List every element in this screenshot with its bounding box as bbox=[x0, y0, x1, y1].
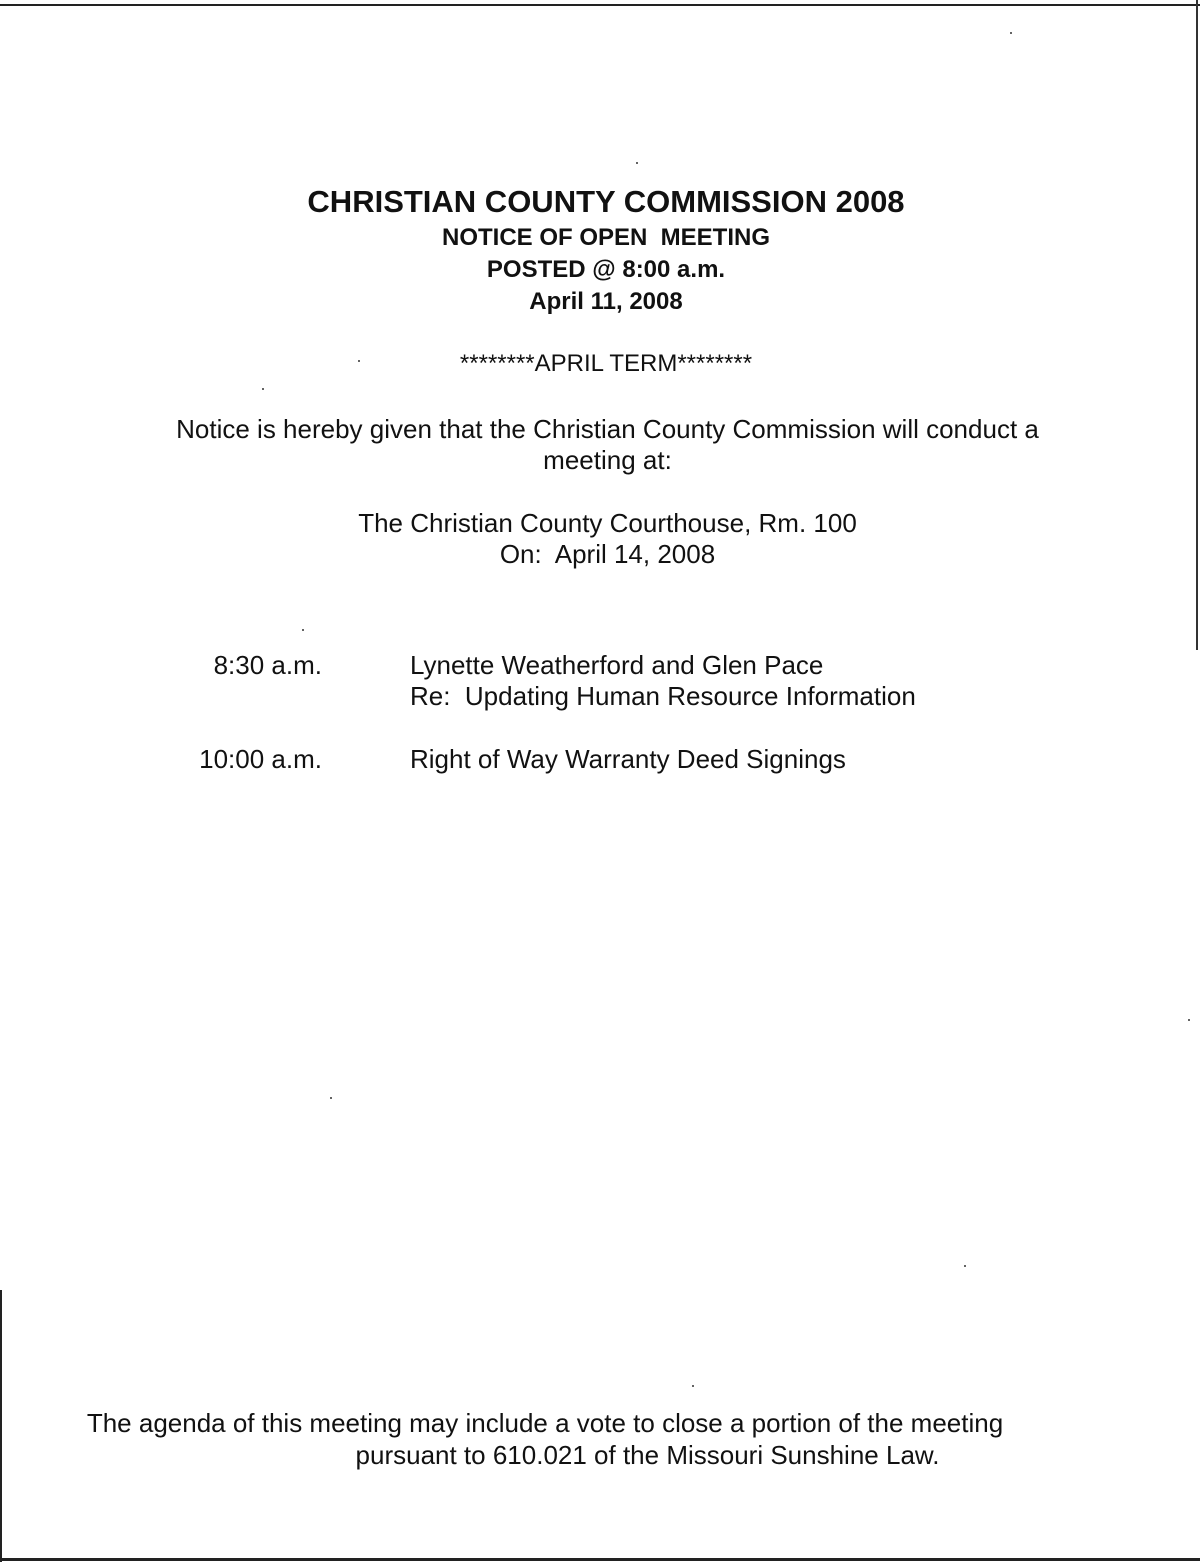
agenda-item bbox=[0, 650, 1200, 744]
scan-speck bbox=[1188, 1019, 1190, 1021]
agenda-time: 10:00 a.m. bbox=[199, 744, 322, 774]
venue-block bbox=[0, 508, 1200, 570]
scan-speck bbox=[692, 1385, 694, 1387]
scan-speck bbox=[964, 1265, 966, 1267]
closing-notice bbox=[40, 1407, 1050, 1471]
intro-paragraph bbox=[100, 414, 1115, 476]
scan-speck bbox=[330, 1097, 332, 1099]
scan-edge-left bbox=[0, 1290, 2, 1562]
scan-speck bbox=[302, 629, 304, 631]
intro-line: meeting at: bbox=[543, 445, 672, 475]
scan-edge-top bbox=[0, 4, 1200, 6]
closing-line: pursuant to 610.021 of the Missouri Sunshine Law. bbox=[355, 1440, 940, 1470]
posted-date: April 11, 2008 bbox=[529, 288, 683, 315]
intro-line: Notice is hereby given that the Christian County Commission will conduct a bbox=[176, 414, 1039, 444]
scan-speck bbox=[636, 162, 638, 164]
agenda-time: 8:30 a.m. bbox=[213, 650, 322, 680]
closing-line: The agenda of this meeting may include a vote to close a portion of the meeting bbox=[86, 1408, 1004, 1438]
agenda-item bbox=[0, 744, 1200, 838]
scan-speck bbox=[1010, 32, 1012, 34]
posted-time: POSTED @ 8:00 a.m. bbox=[486, 256, 726, 283]
agenda-line: Re: Updating Human Resource Information bbox=[410, 681, 916, 711]
term-label: ********APRIL TERM******** bbox=[459, 350, 753, 377]
scan-edge-bottom bbox=[0, 1558, 1200, 1561]
agenda-line: Right of Way Warranty Deed Signings bbox=[410, 744, 846, 774]
agenda-description bbox=[410, 650, 916, 712]
agenda-list bbox=[0, 650, 1200, 838]
agenda-description bbox=[410, 744, 846, 775]
venue-location: The Christian County Courthouse, Rm. 100 bbox=[358, 508, 857, 538]
document-title: CHRISTIAN COUNTY COMMISSION 2008 bbox=[307, 184, 905, 219]
scan-speck bbox=[262, 388, 264, 390]
venue-date: On: April 14, 2008 bbox=[499, 539, 716, 569]
agenda-line: Lynette Weatherford and Glen Pace bbox=[410, 650, 824, 680]
notice-label: NOTICE OF OPEN MEETING bbox=[441, 224, 771, 251]
